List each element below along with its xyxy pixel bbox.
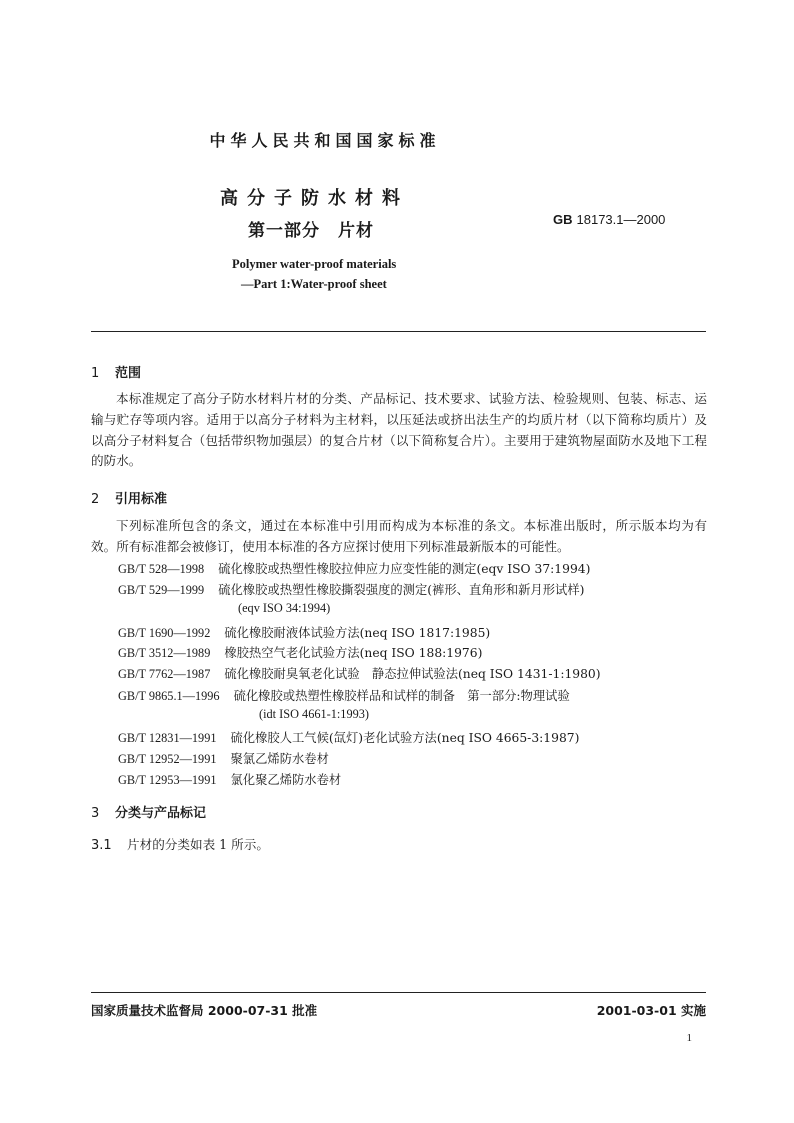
section-number: 1 bbox=[91, 366, 100, 381]
section-2-paragraph: 下列标准所包含的条文，通过在本标准中引用而构成为本标准的条文。本标准出版时，所示版本均为有效。所有标准都会被修订，使用本标准的各方应探讨使用下列标准最新版本的可能性。 bbox=[91, 518, 707, 554]
standard-number: 18173.1—2000 bbox=[576, 212, 666, 227]
reference-title: 聚氯乙烯防水卷材 bbox=[230, 752, 329, 766]
reference-continuation: (eqv ISO 34:1994) bbox=[238, 601, 331, 615]
footer-divider bbox=[91, 992, 706, 993]
section-title: 范围 bbox=[115, 366, 142, 381]
reference-item bbox=[118, 749, 329, 767]
reference-item bbox=[118, 770, 341, 788]
reference-code: GB/T 3512—1989 bbox=[118, 646, 211, 660]
reference-title: 硫化橡胶耐液体试验方法(neq ISO 1817:1985) bbox=[224, 626, 491, 640]
reference-title: 氯化聚乙烯防水卷材 bbox=[230, 773, 342, 787]
reference-code: GB/T 528—1998 bbox=[118, 562, 205, 576]
section-title: 分类与产品标记 bbox=[115, 806, 207, 821]
document-title-cn: 高分子防水材料 bbox=[220, 188, 409, 209]
subsection-number: 3.1 bbox=[91, 838, 112, 853]
subsection-3-1 bbox=[91, 834, 269, 853]
standard-prefix: GB bbox=[553, 212, 573, 227]
section-1-heading bbox=[91, 362, 141, 381]
reference-item bbox=[118, 664, 601, 682]
reference-code: GB/T 529—1999 bbox=[118, 583, 205, 597]
reference-item bbox=[118, 686, 570, 704]
reference-code: GB/T 12953—1991 bbox=[118, 773, 217, 787]
reference-title: 硫化橡胶耐臭氧老化试验 静态拉伸试验法(neq ISO 1431-1:1980) bbox=[224, 667, 601, 681]
reference-code: GB/T 9865.1—1996 bbox=[118, 689, 220, 703]
document-subtitle-en: —Part 1:Water-proof sheet bbox=[241, 277, 387, 291]
reference-code: GB/T 12952—1991 bbox=[118, 752, 217, 766]
section-number: 2 bbox=[91, 492, 100, 507]
reference-title: 硫化橡胶人工气候(氙灯)老化试验方法(neq ISO 4665-3:1987) bbox=[230, 731, 580, 745]
reference-title: 硫化橡胶或热塑性橡胶撕裂强度的测定(裤形、直角形和新月形试样) bbox=[218, 583, 585, 597]
national-standard-heading: 中华人民共和国国家标准 bbox=[209, 131, 441, 150]
implementation-date: 2001-03-01 实施 bbox=[596, 1003, 706, 1018]
reference-title: 橡胶热空气老化试验方法(neq ISO 188:1976) bbox=[224, 646, 483, 660]
section-1-paragraph: 本标准规定了高分子防水材料片材的分类、产品标记、技术要求、试验方法、检验规则、包装、标志、运输与贮存等项内容。适用于以高分子材料为主材料，以压延法或挤出法生产的均质片材（以下简称均质片）及以高分子材料复合（包括带织物加强层）的复合片材（以下简称复合片）。主要用于建筑物屋面防水及地下工程的防水。 bbox=[91, 391, 707, 469]
approval-date: 国家质量技术监督局 2000-07-31 批准 bbox=[91, 1003, 318, 1018]
standard-code bbox=[553, 212, 665, 227]
section-3-heading bbox=[91, 802, 206, 821]
subsection-text: 片材的分类如表 1 所示。 bbox=[127, 837, 269, 852]
reference-item bbox=[118, 580, 584, 598]
reference-continuation: (idt ISO 4661-1:1993) bbox=[259, 707, 369, 721]
reference-code: GB/T 12831—1991 bbox=[118, 731, 217, 745]
reference-title: 硫化橡胶或热塑性橡胶样品和试样的制备 第一部分:物理试验 bbox=[233, 689, 570, 703]
section-number: 3 bbox=[91, 806, 100, 821]
document-title-en: Polymer water-proof materials bbox=[232, 257, 397, 271]
document-subtitle-cn: 第一部分 片材 bbox=[248, 221, 374, 241]
section-title: 引用标准 bbox=[115, 492, 168, 507]
reference-item bbox=[118, 623, 490, 641]
header-divider bbox=[91, 331, 706, 332]
page-number: 1 bbox=[686, 1032, 692, 1044]
reference-code: GB/T 1690—1992 bbox=[118, 626, 211, 640]
section-2-heading bbox=[91, 488, 167, 507]
reference-item bbox=[118, 559, 590, 577]
reference-item bbox=[118, 728, 579, 746]
reference-code: GB/T 7762—1987 bbox=[118, 667, 211, 681]
reference-item bbox=[118, 643, 482, 661]
reference-title: 硫化橡胶或热塑性橡胶拉伸应力应变性能的测定(eqv ISO 37:1994) bbox=[218, 562, 591, 576]
